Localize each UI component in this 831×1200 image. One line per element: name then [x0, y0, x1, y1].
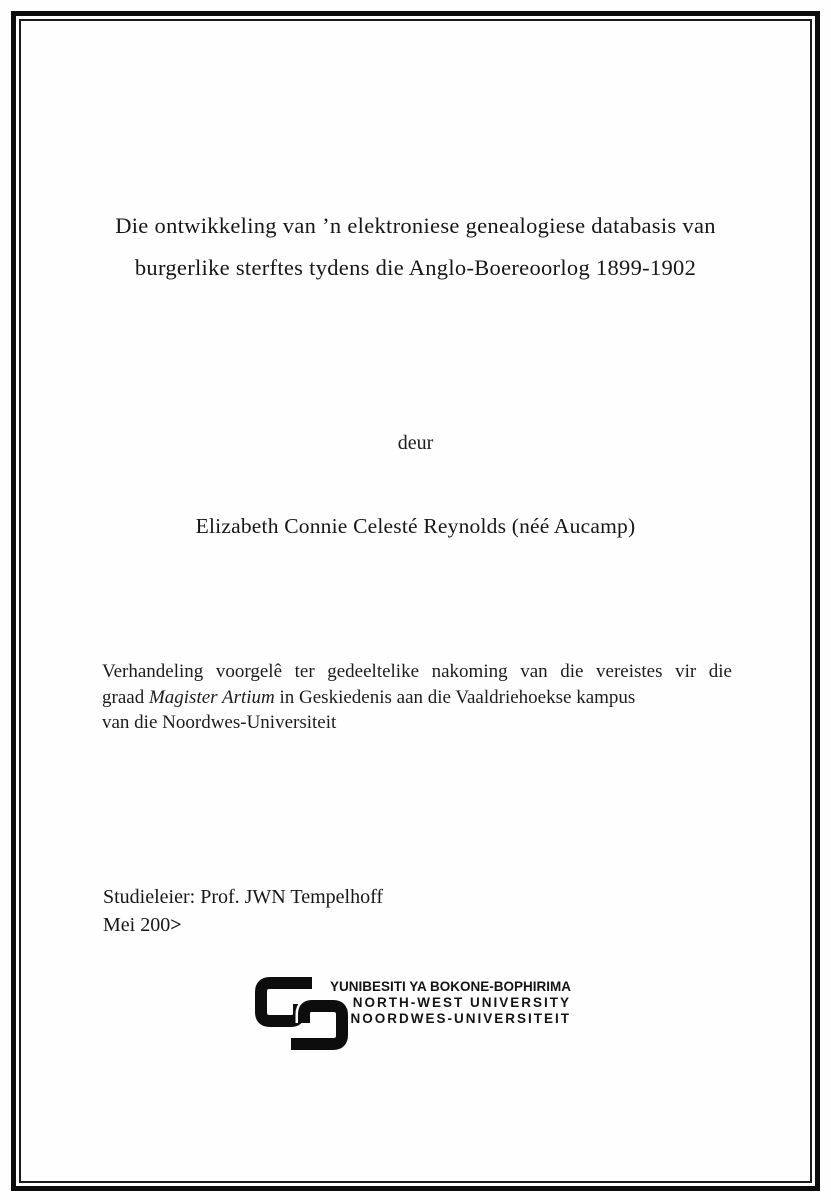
logo-line-setswana: YUNIBESITI YA BOKONE-BOPHIRIMA [329, 979, 571, 994]
author-name: Elizabeth Connie Celesté Reynolds (néé Aucamp) [195, 514, 636, 538]
submission-line2-post: in Geskiedenis aan die Vaaldriehoekse kampus [274, 686, 636, 708]
thesis-title-line2: burgerlike sterftes tydens die Anglo-Boereoorlog 1899-1902 [134, 255, 697, 280]
thesis-title-line1: Die ontwikkeling van ’n elektroniese genealogiese databasis van [115, 213, 716, 238]
submission-line1: Verhandeling voorgelê ter gedeeltelike nakoming van die vereistes vir die [102, 661, 732, 682]
submission-line3: van die Noordwes-Universiteit [102, 712, 337, 733]
logo-line-afrikaans: NOORDWES-UNIVERSITEIT [350, 1011, 571, 1026]
logo-line-english: NORTH-WEST UNIVERSITY [352, 995, 571, 1010]
degree-name: Magister Artium [148, 686, 275, 708]
date-text: Mei 200 [103, 914, 171, 936]
date-artifact-glyph: > [170, 914, 181, 936]
submission-line2 [102, 685, 732, 711]
thesis-title [90, 205, 741, 289]
nwu-logo-text [318, 979, 571, 1027]
date-line [103, 911, 383, 939]
submission-line2-pre: graad [102, 686, 149, 708]
byline-label: deur [397, 432, 434, 454]
supervisor-line: Studieleier: Prof. JWN Tempelhoff [103, 886, 384, 908]
supervisor-block [103, 883, 383, 939]
nwu-logo [255, 975, 585, 1055]
submission-statement [102, 659, 732, 736]
